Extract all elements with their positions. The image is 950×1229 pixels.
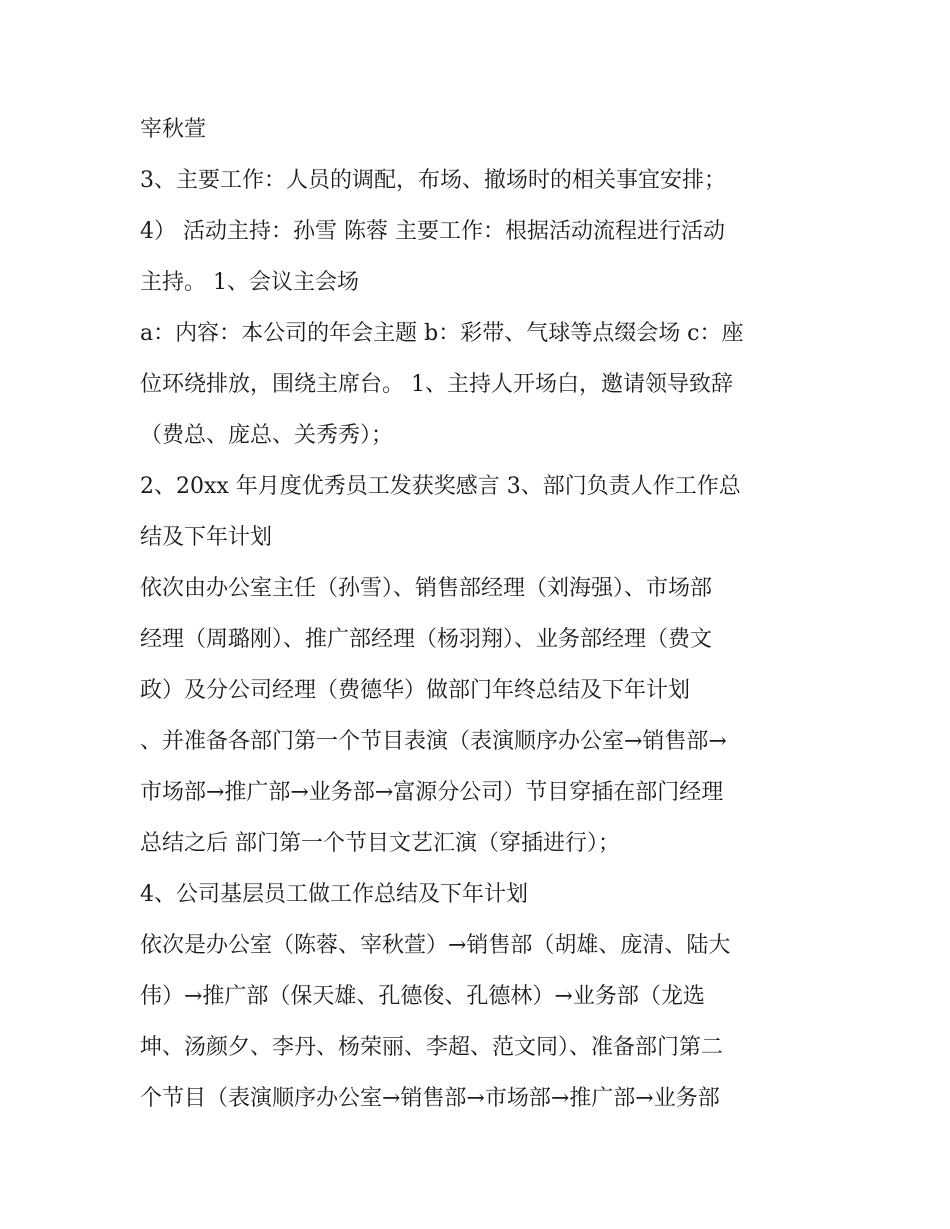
text-line: 4、公司基层员工做工作总结及下年计划 — [140, 882, 528, 907]
text-line: 经理（周璐刚）、推广部经理（杨羽翔）、业务部经理（费文 — [140, 627, 713, 652]
text-line: a：内容：本公司的年会主题 b：彩带、气球等点缀会场 c：座 — [140, 321, 744, 346]
text-line: 个节目（表演顺序办公室→销售部→市场部→推广部→业务部 — [140, 1086, 720, 1111]
text-line: 、并准备各部门第一个节目表演（表演顺序办公室→销售部→ — [140, 729, 727, 754]
document-body — [140, 104, 820, 1124]
text-line: 2、20xx 年月度优秀员工发获奖感言 3、部门负责人作工作总 — [140, 474, 741, 499]
text-line: （费总、庞总、关秀秀）； — [140, 423, 394, 448]
text-line: 4） 活动主持：孙雪 陈蓉 主要工作：根据活动流程进行活动 — [140, 219, 725, 244]
text-line: 政）及分公司经理（费德华）做部门年终总结及下年计划 — [140, 678, 691, 703]
text-line: 依次是办公室（陈蓉、宰秋萱）→销售部（胡雄、庞清、陆大 — [140, 933, 731, 958]
text-line: 宰秋萱 — [140, 117, 207, 142]
text-line: 3、主要工作：人员的调配，布场、撤场时的相关事宜安排； — [140, 168, 726, 193]
text-line: 坤、汤颜夕、李丹、杨荣丽、李超、范文同）、准备部门第二 — [140, 1035, 724, 1060]
text-line: 主持。 1、会议主会场 — [140, 270, 359, 295]
text-line: 伟）→推广部（保天雄、孔德俊、孔德林）→业务部（龙选 — [140, 984, 705, 1009]
text-line: 总结之后 部门第一个节目文艺汇演（穿插进行）； — [140, 831, 620, 856]
text-line: 依次由办公室主任（孙雪）、销售部经理（刘海强）、市场部 — [140, 576, 713, 601]
text-line: 结及下年计划 — [140, 525, 273, 550]
text-line: 位环绕排放，围绕主席台。 1、主持人开场白，邀请领导致辞 — [140, 372, 733, 397]
text-line: 市场部→推广部→业务部→富源分公司）节目穿插在部门经理 — [140, 780, 724, 805]
